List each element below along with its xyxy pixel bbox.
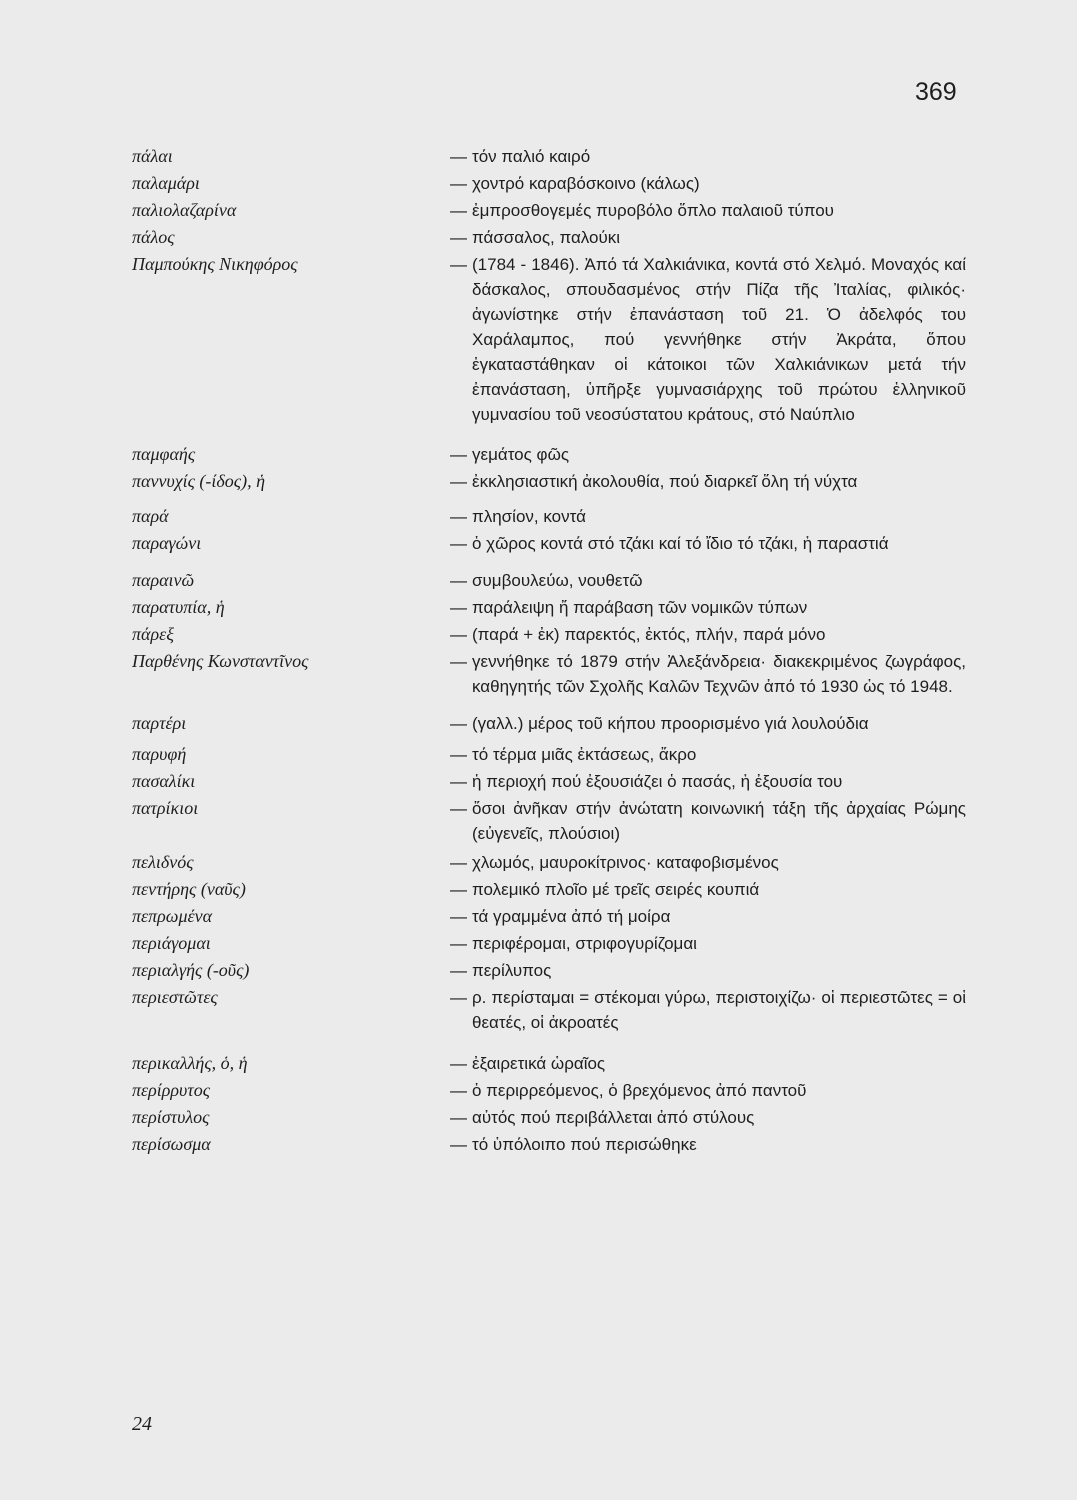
entry-dash: — <box>450 174 467 193</box>
entry-term: Παρθένης Κωνσταντῖνος <box>132 651 309 671</box>
entry-definition: χλωμός, μαυροκίτρινος· καταφοβισμένος <box>472 853 779 872</box>
entry-term: παραγώνι <box>132 533 202 553</box>
glossary-entry <box>0 769 1077 794</box>
entry-dash: — <box>450 961 467 980</box>
glossary-entry <box>0 595 1077 620</box>
entry-dash: — <box>450 745 467 764</box>
entry-definition: τό τέρμα μιᾶς ἐκτάσεως, ἄκρο <box>472 745 697 764</box>
entry-definition: τόν παλιό καιρό <box>472 147 591 166</box>
entry-dash: — <box>450 652 467 671</box>
entry-definition: (1784 - 1846). Ἀπό τά Χαλκιάνικα, κοντά στό Χελμό. Μοναχός καί δάσκαλος, σπουδασμένος στήν Πίζα τῆς Ἰταλίας, φιλικός· ἀγωνίστηκε στήν ἐπανάσταση τοῦ 21. Ὁ ἀδελφός του Χαράλαμπος, πού γεννήθηκε στήν Ἀκράτα, ὅπου ἐγκαταστάθηκαν οἱ κάτοικοι τῶν Χαλκιάνικων μετά τήν ἐπανάσταση, ὑπῆρξε γυμνασιάρχης τοῦ πρώτου ἑλληνικοῦ γυμνασίου τοῦ νεοσύστατου κράτους, στό Ναύπλιο <box>472 255 966 424</box>
entry-dash: — <box>450 799 467 818</box>
glossary-entry <box>0 442 1077 467</box>
entry-term: περίστυλος <box>132 1107 210 1127</box>
entry-definition: (παρά + ἐκ) παρεκτός, ἐκτός, πλήν, παρά μόνο <box>472 625 826 644</box>
glossary-entry <box>0 252 1077 427</box>
entry-term: παρά <box>132 506 169 526</box>
entry-dash: — <box>450 714 467 733</box>
entry-term: παλαμάρι <box>132 173 200 193</box>
glossary-entry <box>0 622 1077 647</box>
entry-definition: ἐκκλησιαστική ἀκολουθία, πού διαρκεῖ ὅλη τή νύχτα <box>472 472 858 491</box>
entry-definition: περιφέρομαι, στριφογυρίζομαι <box>472 934 697 953</box>
glossary-entries <box>0 144 1077 1157</box>
glossary-entry <box>0 711 1077 736</box>
entry-dash: — <box>450 1054 467 1073</box>
glossary-entry <box>0 144 1077 169</box>
glossary-entry <box>0 1078 1077 1103</box>
entry-definition: περίλυπος <box>472 961 552 980</box>
glossary-entry <box>0 225 1077 250</box>
entry-term: πάλαι <box>132 146 173 166</box>
glossary-entry <box>0 649 1077 699</box>
entry-dash: — <box>450 507 467 526</box>
entry-term: περιαλγής (-οῦς) <box>132 960 250 980</box>
entry-term: πάρεξ <box>132 624 174 644</box>
glossary-entry <box>0 958 1077 983</box>
glossary-entry <box>0 1051 1077 1076</box>
entry-definition: ρ. περίσταμαι = στέκομαι γύρω, περιστοιχίζω· οἱ περιεστῶτες = οἱ θεατές, οἱ ἀκροατές <box>472 988 966 1032</box>
glossary-entry <box>0 985 1077 1035</box>
glossary-entry <box>0 531 1077 556</box>
entry-definition: τά γραμμένα ἀπό τή μοίρα <box>472 907 671 926</box>
page-signature: 24 <box>132 1413 152 1435</box>
entry-term: πάλος <box>132 227 175 247</box>
entry-dash: — <box>450 598 467 617</box>
entry-definition: ὁ περιρρεόμενος, ὁ βρεχόμενος ἀπό παντοῦ <box>472 1081 807 1100</box>
glossary-entry <box>0 568 1077 593</box>
entry-definition: πλησίον, κοντά <box>472 507 586 526</box>
glossary-entry <box>0 904 1077 929</box>
entry-dash: — <box>450 853 467 872</box>
entry-definition: τό ὑπόλοιπο πού περισώθηκε <box>472 1135 697 1154</box>
entry-definition: συμβουλεύω, νουθετῶ <box>472 571 643 590</box>
entry-dash: — <box>450 907 467 926</box>
glossary-entry <box>0 1105 1077 1130</box>
entry-term: παμφαής <box>132 444 196 464</box>
entry-dash: — <box>450 472 467 491</box>
entry-definition: (γαλλ.) μέρος τοῦ κήπου προορισμένο γιά λουλούδια <box>472 714 869 733</box>
glossary-entry <box>0 469 1077 494</box>
entry-dash: — <box>450 988 467 1007</box>
entry-definition: γεμάτος φῶς <box>472 445 570 464</box>
entry-term: περίρρυτος <box>132 1080 211 1100</box>
entry-definition: ἐμπροσθογεμές πυροβόλο ὅπλο παλαιοῦ τύπου <box>472 201 834 220</box>
glossary-entry <box>0 877 1077 902</box>
entry-definition: παράλειψη ἤ παράβαση τῶν νομικῶν τύπων <box>472 598 808 617</box>
entry-dash: — <box>450 1135 467 1154</box>
entry-term: πεπρωμένα <box>132 906 213 926</box>
entry-term: παρτέρι <box>132 713 187 733</box>
entry-dash: — <box>450 934 467 953</box>
glossary-entry <box>0 171 1077 196</box>
entry-dash: — <box>450 255 467 274</box>
entry-dash: — <box>450 571 467 590</box>
entry-term: πασαλίκι <box>132 771 196 791</box>
entry-term: Παμπούκης Νικηφόρος <box>132 254 298 274</box>
entry-definition: ὁ χῶρος κοντά στό τζάκι καί τό ἴδιο τό τζάκι, ἡ παραστιά <box>472 534 889 553</box>
entry-definition: πολεμικό πλοῖο μέ τρεῖς σειρές κουπιά <box>472 880 760 899</box>
entry-term: παραινῶ <box>132 570 195 590</box>
entry-dash: — <box>450 534 467 553</box>
entry-definition: πάσσαλος, παλούκι <box>472 228 621 247</box>
entry-dash: — <box>450 1081 467 1100</box>
entry-term: παρατυπία, ἡ <box>132 597 225 617</box>
entry-term: περιεστῶτες <box>132 987 218 1007</box>
entry-dash: — <box>450 147 467 166</box>
glossary-entry <box>0 1132 1077 1157</box>
entry-definition: γεννήθηκε τό 1879 στήν Ἀλεξάνδρεια· διακεκριμένος ζωγράφος, καθηγητής τῶν Σχολῆς Καλῶν Τεχνῶν ἀπό τό 1930 ὡς τό 1948. <box>472 652 966 696</box>
entry-term: περικαλλής, ὁ, ἡ <box>132 1053 248 1073</box>
entry-dash: — <box>450 625 467 644</box>
entry-term: πελιδνός <box>132 852 194 872</box>
entry-dash: — <box>450 1108 467 1127</box>
entry-term: πεντήρης (ναῦς) <box>132 879 246 899</box>
entry-term: παννυχίς (-ίδος), ἡ <box>132 471 266 491</box>
entry-term: πατρίκιοι <box>132 798 199 818</box>
entry-term: παρυφή <box>132 744 187 764</box>
entry-dash: — <box>450 228 467 247</box>
entry-definition: αὐτός πού περιβάλλεται ἀπό στύλους <box>472 1108 755 1127</box>
glossary-entry <box>0 931 1077 956</box>
entry-term: περίσωσμα <box>132 1134 211 1154</box>
glossary-entry <box>0 796 1077 846</box>
glossary-entry <box>0 742 1077 767</box>
entry-dash: — <box>450 445 467 464</box>
glossary-entry <box>0 198 1077 223</box>
entry-dash: — <box>450 880 467 899</box>
entry-term: παλιολαζαρίνα <box>132 200 237 220</box>
glossary-entry <box>0 850 1077 875</box>
glossary-entry <box>0 504 1077 529</box>
entry-definition: ὅσοι ἀνῆκαν στήν ἀνώτατη κοινωνική τάξη τῆς ἀρχαίας Ρώμης (εὐγενεῖς, πλούσιοι) <box>472 799 966 843</box>
entry-dash: — <box>450 201 467 220</box>
entry-definition: ἐξαιρετικά ὡραῖος <box>472 1054 606 1073</box>
entry-term: περιάγομαι <box>132 933 211 953</box>
entry-dash: — <box>450 772 467 791</box>
entry-definition: ἡ περιοχή πού ἐξουσιάζει ὁ πασάς, ἡ ἐξουσία του <box>472 772 843 791</box>
page-number: 369 <box>915 78 957 106</box>
entry-definition: χοντρό καραβόσκοινο (κάλως) <box>472 174 700 193</box>
